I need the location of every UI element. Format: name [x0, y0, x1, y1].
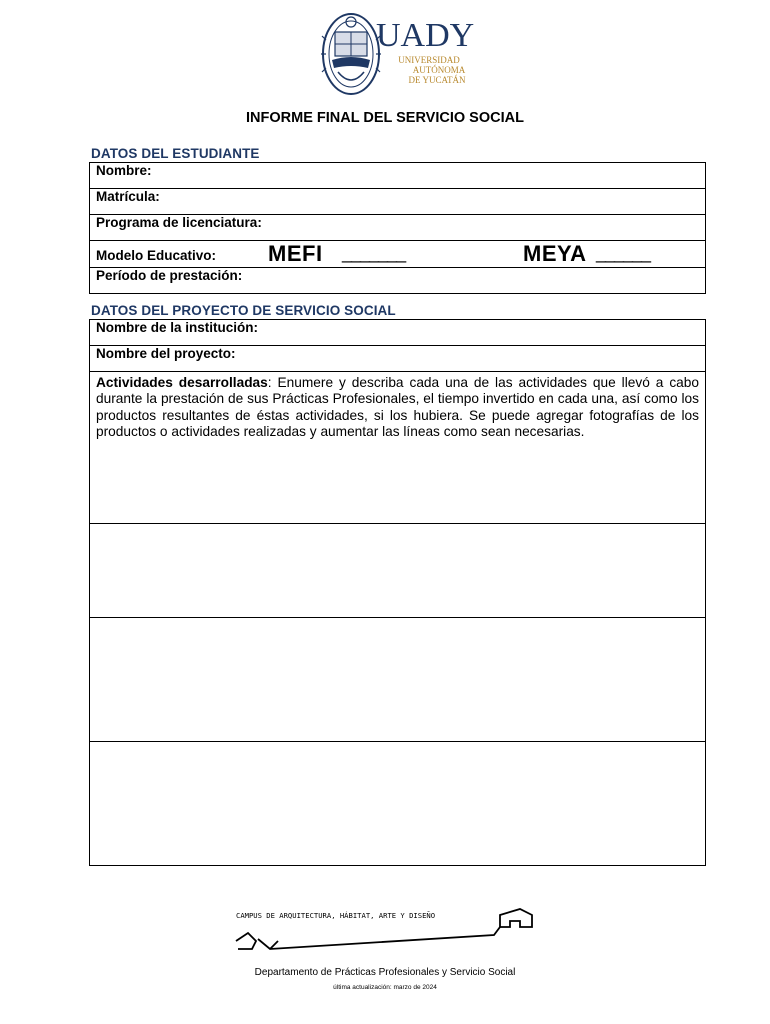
activities-entry-4[interactable]	[90, 742, 706, 866]
project-name-field[interactable]	[90, 346, 706, 372]
logo-subtext-line-2: AUTÓNOMA	[412, 65, 466, 75]
period-field[interactable]	[90, 268, 706, 294]
program-label: Programa de licenciatura:	[96, 215, 262, 230]
university-seal-icon	[321, 14, 381, 94]
institution-label: Nombre de la institución:	[96, 320, 259, 335]
house-icon	[500, 909, 532, 927]
student-data-table	[89, 162, 706, 294]
footer-department: Departamento de Prácticas Profesionales y Servicio Social	[254, 967, 516, 978]
footer-last-update: última actualización: marzo de 2024	[333, 984, 437, 991]
project-section-heading: DATOS DEL PROYECTO DE SERVICIO SOCIAL	[91, 303, 396, 318]
activities-description: : Enumere y describa cada una de las actividades que llevó a cabo durante la prestación de sus Prácticas Profesionales, el tiempo invertido en cada una, así como los productos resultantes de éstas actividades, si los hubiera. Se puede agregar fotografías de los productos o actividades realizadas y aumentar las líneas como sean necesarias.	[96, 375, 699, 439]
model-option-mefi-blank[interactable]: _______	[342, 243, 406, 263]
campus-logo	[234, 905, 536, 957]
id-field[interactable]	[90, 189, 706, 215]
activities-entry-2[interactable]	[90, 524, 706, 618]
activities-field[interactable]	[90, 372, 706, 524]
program-field[interactable]	[90, 215, 706, 241]
campus-logo-caption: CAMPUS DE ARQUITECTURA, HÁBITAT, ARTE Y DISEÑO	[236, 911, 436, 920]
name-label: Nombre:	[96, 163, 152, 178]
institution-field[interactable]	[90, 320, 706, 346]
activities-label: Actividades desarrolladas	[96, 375, 268, 390]
model-option-meya-blank[interactable]: ______	[596, 243, 651, 263]
model-label: Modelo Educativo:	[96, 248, 217, 263]
model-option-mefi: MEFI	[268, 241, 323, 266]
id-label: Matrícula:	[96, 189, 160, 204]
uady-logo	[318, 10, 483, 98]
student-section-heading: DATOS DEL ESTUDIANTE	[91, 146, 260, 161]
logo-wordmark: UADY	[376, 17, 475, 54]
document-title: INFORME FINAL DEL SERVICIO SOCIAL	[246, 110, 524, 126]
period-label: Período de prestación:	[96, 268, 243, 283]
project-data-table	[89, 319, 706, 866]
model-option-meya: MEYA	[523, 241, 587, 266]
logo-subtext-line-3: DE YUCATÁN	[408, 75, 466, 85]
logo-subtext-line-1: UNIVERSIDAD	[398, 55, 460, 65]
project-name-label: Nombre del proyecto:	[96, 346, 236, 361]
swirl-icon	[236, 933, 256, 949]
name-field[interactable]	[90, 163, 706, 189]
activities-instructions	[96, 372, 699, 440]
model-field[interactable]	[90, 241, 706, 268]
activities-entry-3[interactable]	[90, 618, 706, 742]
